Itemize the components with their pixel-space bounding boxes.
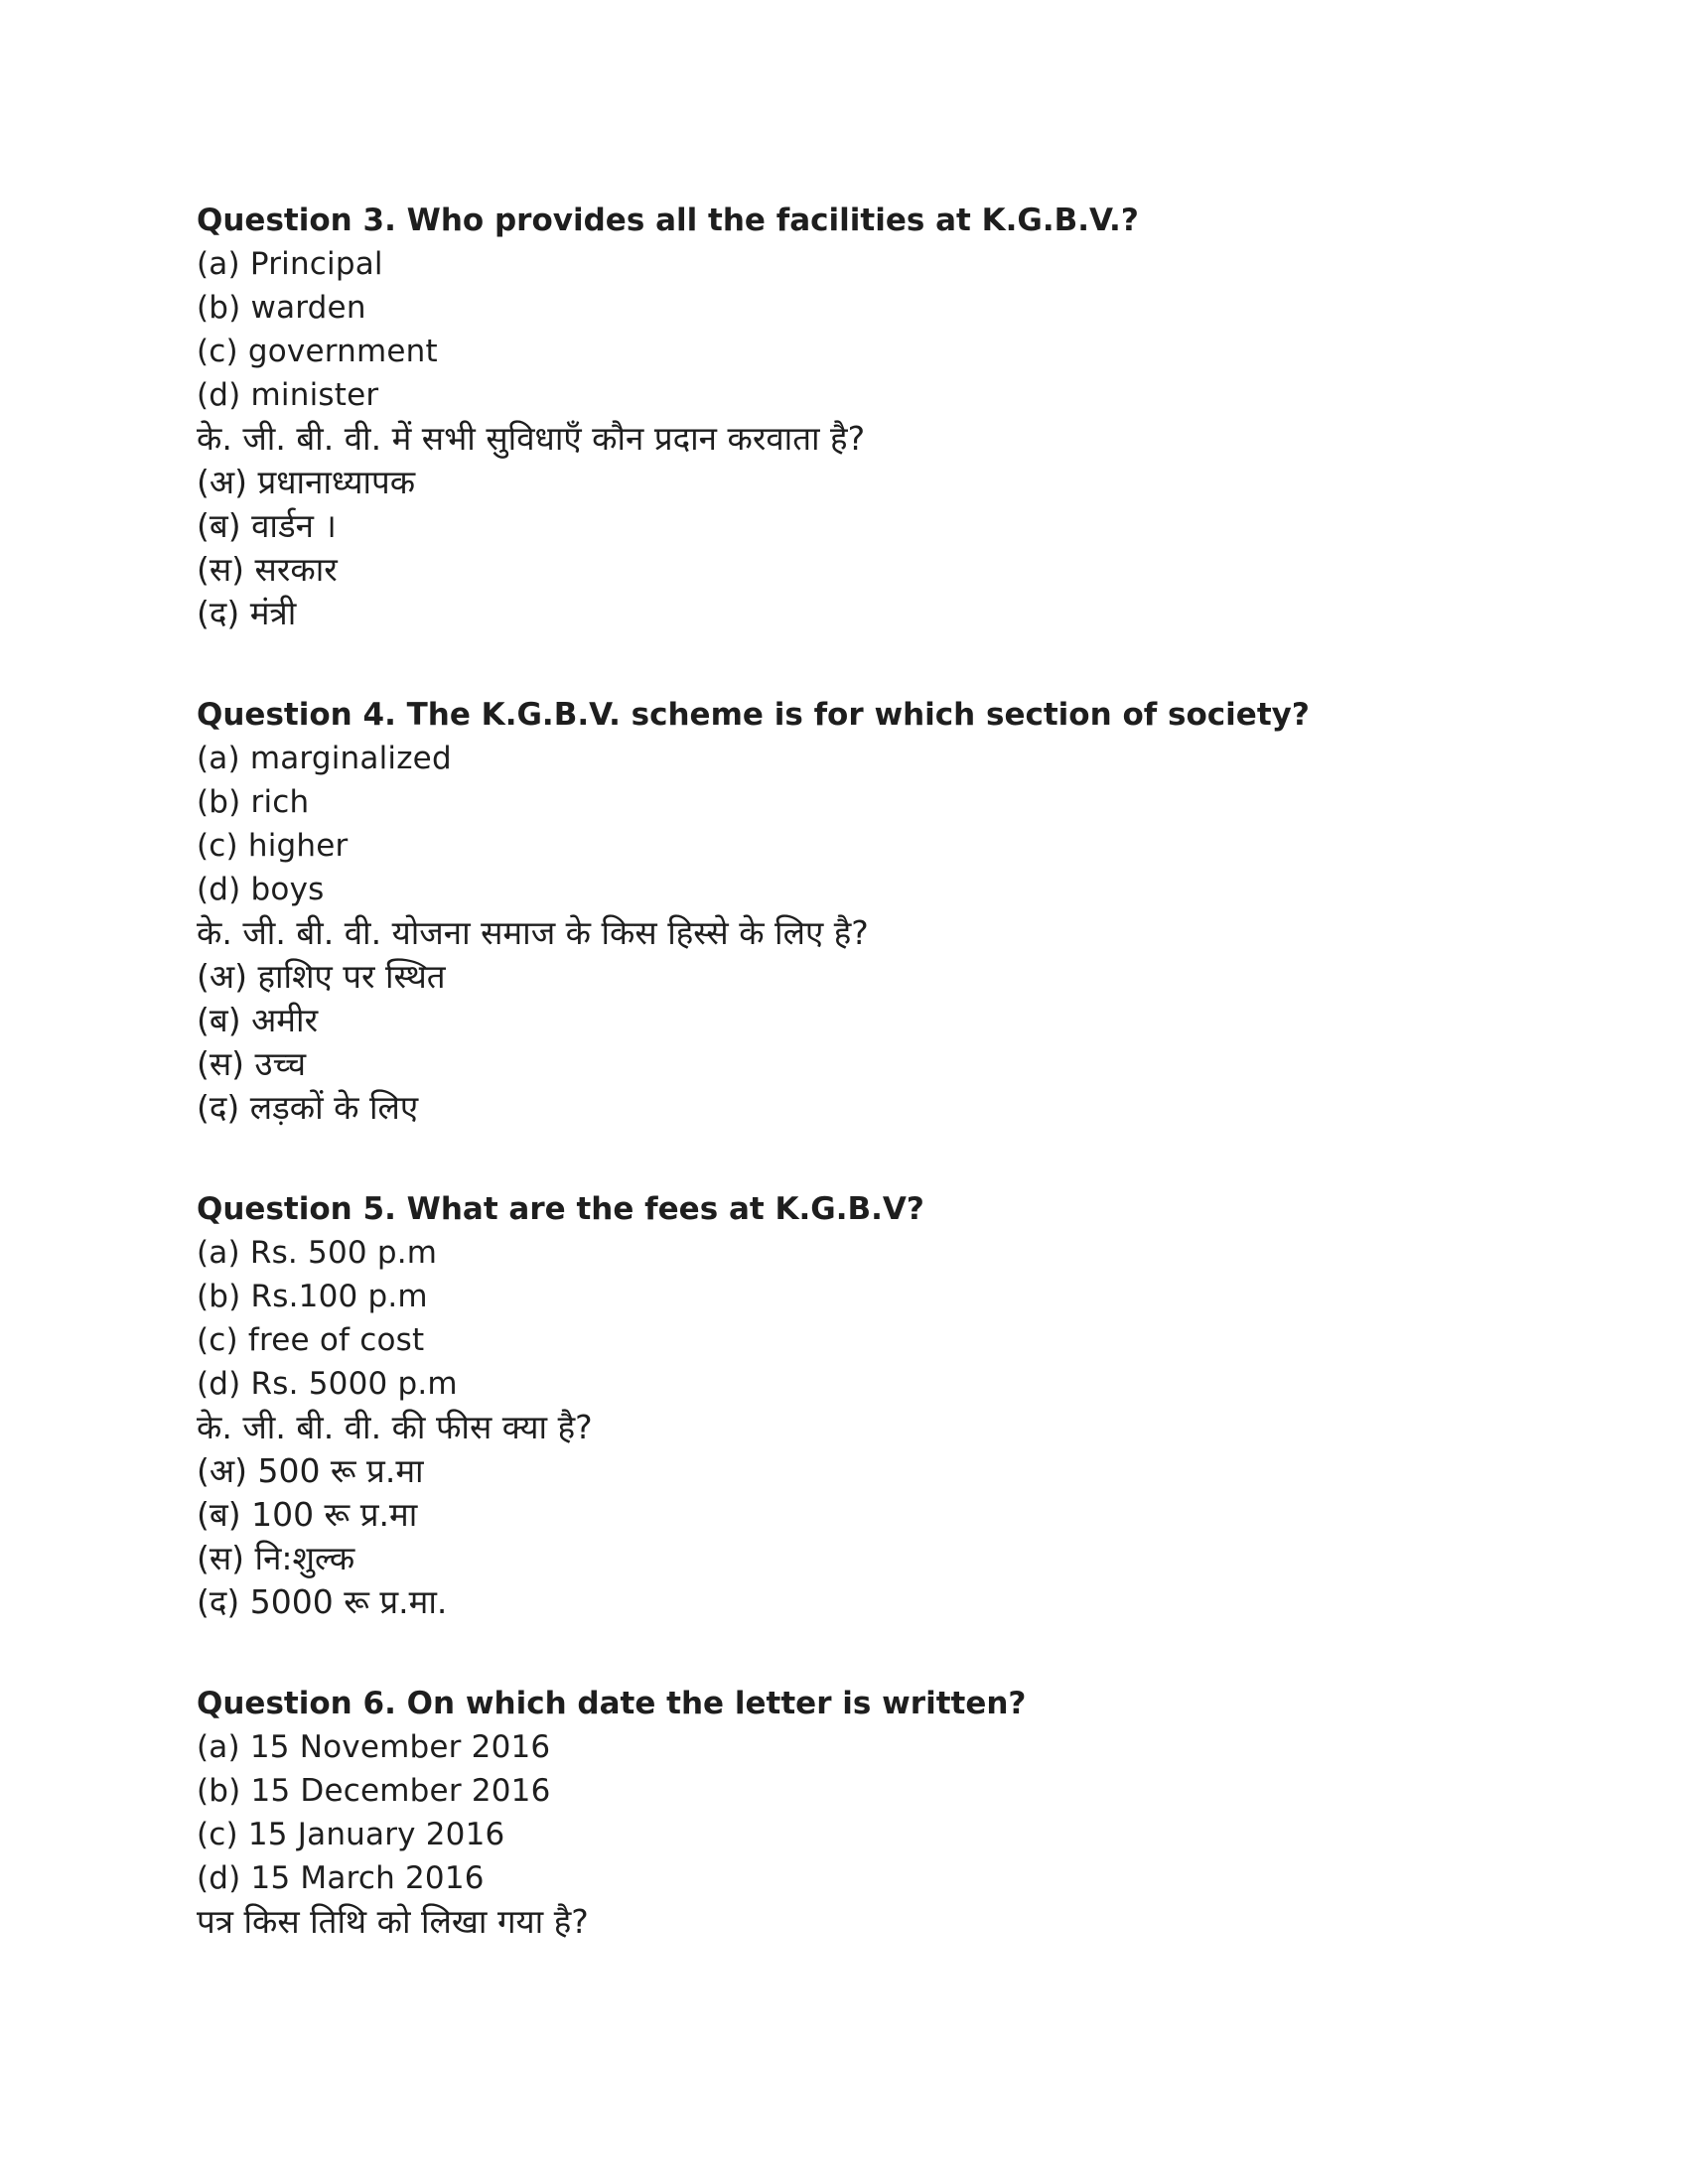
option-hi: (द) मंत्री: [197, 594, 297, 632]
option-en: (d) minister: [197, 377, 379, 413]
option-hi: (स) नि:शुल्क: [197, 1539, 355, 1577]
question-block: [197, 1682, 1487, 1944]
option-en: (c) free of cost: [197, 1322, 425, 1358]
option-hi: (द) 5000 रू प्र.मा.: [197, 1582, 448, 1621]
option-hi: (स) सरकार: [197, 550, 338, 589]
option-en: (a) Principal: [197, 246, 383, 282]
option-en: (a) Rs. 500 p.m: [197, 1235, 438, 1271]
option-hi: (द) लड़कों के लिए: [197, 1088, 419, 1127]
option-en: (c) government: [197, 334, 438, 369]
question-title: Question 5. What are the fees at K.G.B.V?: [197, 1191, 924, 1227]
question-block: [197, 199, 1487, 635]
option-en: (b) rich: [197, 784, 310, 820]
option-en: (b) 15 December 2016: [197, 1773, 551, 1809]
question-title: Question 6. On which date the letter is written?: [197, 1686, 1027, 1721]
question-title: Question 3. Who provides all the facilities at K.G.B.V.?: [197, 203, 1139, 238]
option-en: (b) Rs.100 p.m: [197, 1279, 428, 1314]
option-hi: (अ) 500 रू प्र.मा: [197, 1451, 424, 1490]
option-en: (c) higher: [197, 828, 349, 864]
question-hindi: के. जी. बी. वी. योजना समाज के किस हिस्से के लिए है?: [197, 913, 869, 952]
option-hi: (ब) 100 रू प्र.मा: [197, 1495, 418, 1534]
option-hi: (अ) प्रधानाध्यापक: [197, 463, 416, 501]
option-en: (c) 15 January 2016: [197, 1817, 505, 1852]
option-en: (d) Rs. 5000 p.m: [197, 1366, 458, 1402]
option-en: (a) marginalized: [197, 741, 452, 776]
option-hi: (स) उच्च: [197, 1044, 307, 1083]
question-block: [197, 693, 1487, 1130]
option-hi: (अ) हाशिए पर स्थित: [197, 957, 446, 996]
option-en: (d) 15 March 2016: [197, 1860, 485, 1896]
option-hi: (ब) अमीर: [197, 1001, 319, 1039]
question-hindi: के. जी. बी. वी. में सभी सुविधाएँ कौन प्रदान करवाता है?: [197, 419, 866, 458]
option-hi: (ब) वार्डन ।: [197, 506, 337, 545]
question-block: [197, 1187, 1487, 1624]
question-title: Question 4. The K.G.B.V. scheme is for which section of society?: [197, 697, 1310, 733]
question-hindi: के. जी. बी. वी. की फीस क्या है?: [197, 1408, 593, 1446]
option-en: (a) 15 November 2016: [197, 1729, 551, 1765]
question-list: [197, 199, 1487, 2001]
question-hindi: पत्र किस तिथि को लिखा गया है?: [197, 1902, 589, 1941]
option-en: (b) warden: [197, 290, 366, 326]
option-en: (d) boys: [197, 872, 325, 907]
